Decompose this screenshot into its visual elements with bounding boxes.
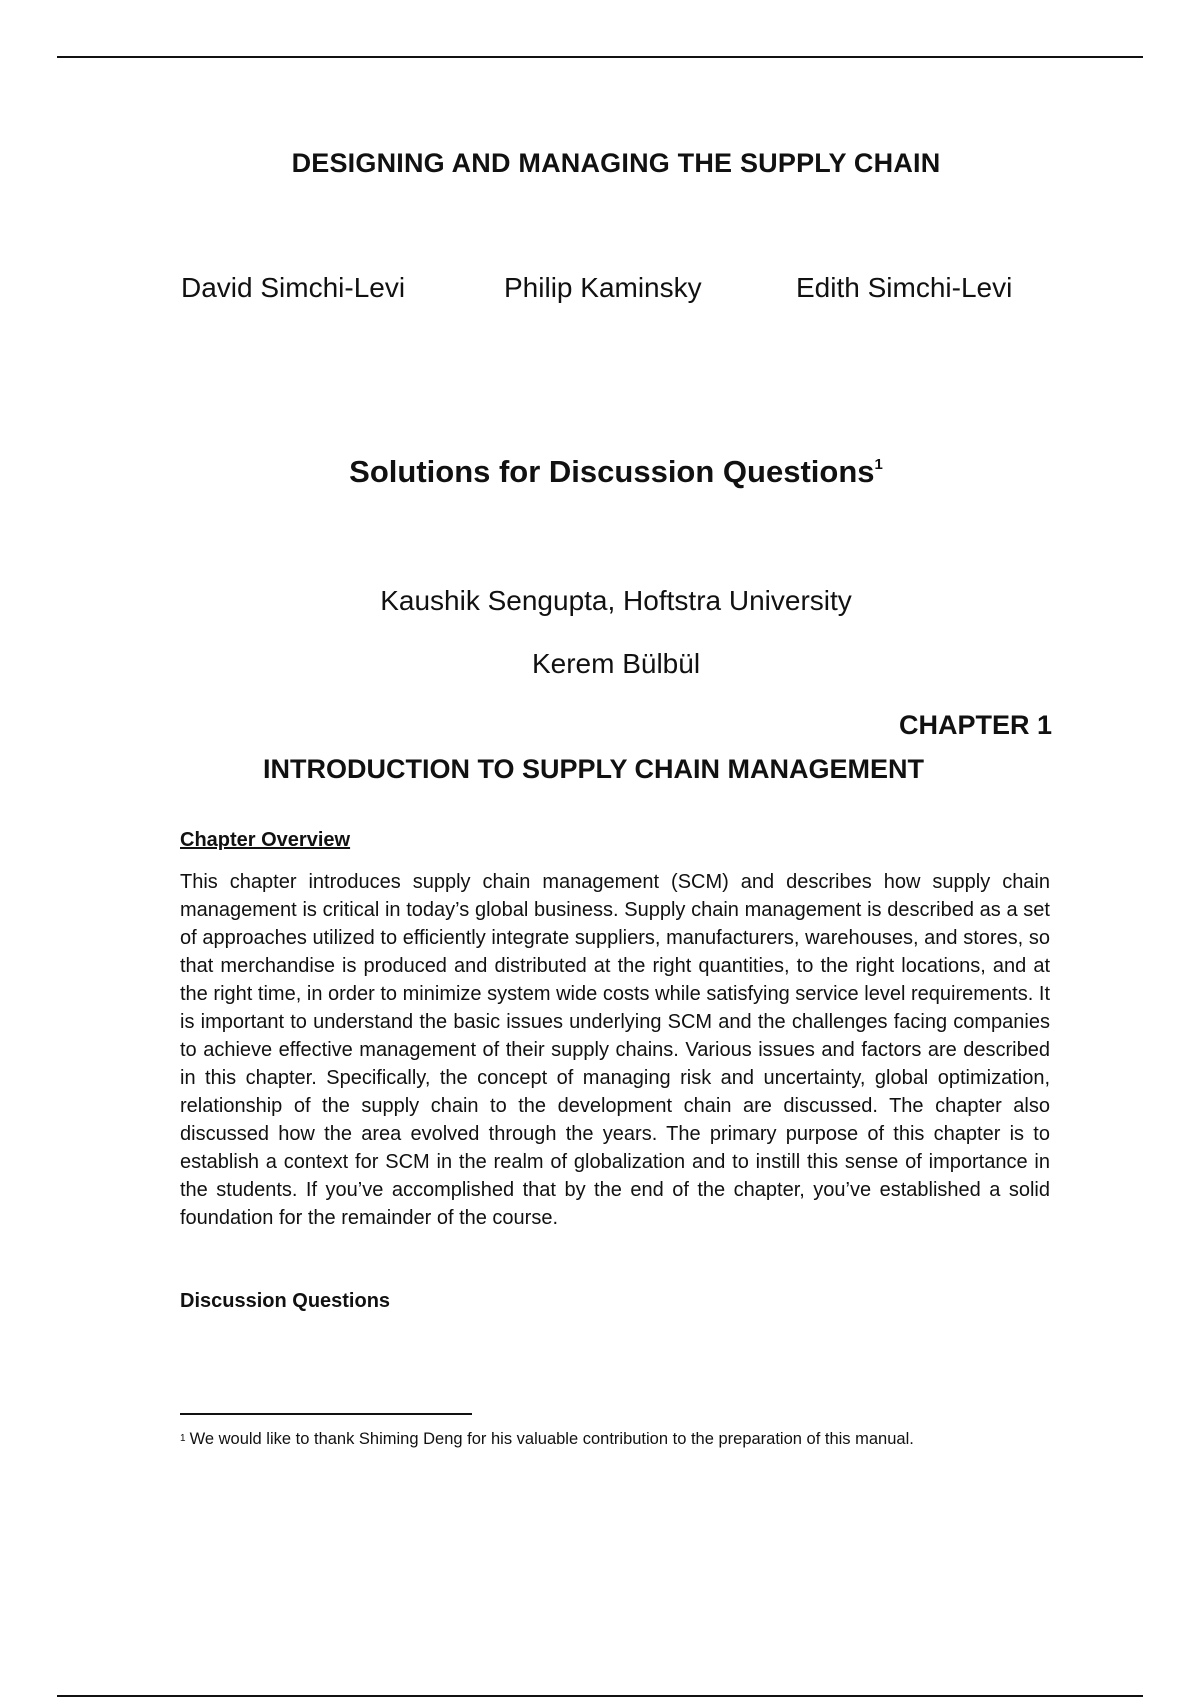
author-philip-kaminsky: Philip Kaminsky (504, 272, 702, 303)
contributor-kaushik-sengupta: Kaushik Sengupta, Hoftstra University (380, 585, 852, 616)
contributor-kerem-bulbul: Kerem Bülbül (531, 648, 701, 679)
footnote-separator (180, 1413, 472, 1415)
bottom-rule (57, 1695, 1143, 1697)
book-title: DESIGNING AND MANAGING THE SUPPLY CHAIN (291, 148, 941, 178)
chapter-label: CHAPTER 1 (898, 710, 1052, 740)
footnote-text: We would like to thank Shiming Deng for his valuable contribution to the preparation of this manual. (189, 1430, 914, 1448)
chapter-overview-paragraph: This chapter introduces supply chain management (SCM) and describes how supply chain management is critical in today’s global business. Supply chain management is described as a set of approaches utilized to efficiently integrate suppliers, manufacturers, warehouses, and stores, so that merchandise is produced and distributed at the right quantities, to the right locations, and at the right time, in order to minimize system wide costs while satisfying service level requirements. It is important to understand the basic issues underlying SCM and the challenges facing companies to achieve effective management of their supply chains. Various issues and factors are described in this chapter. Specifically, the concept of managing risk and uncertainty, global optimization, relationship of the supply chain to the development chain are discussed. The chapter also discussed how the area evolved through the years. The primary purpose of this chapter is to establish a context for SCM in the realm of globalization and to instill this sense of importance in the students. If you’ve accomplished that by the end of the chapter, you’ve established a solid foundation for the remainder of the course. (180, 871, 1050, 1229)
footnote (180, 1430, 914, 1449)
top-rule (57, 56, 1143, 58)
discussion-questions-heading: Discussion Questions (180, 1290, 391, 1312)
footnote-reference[interactable]: 1 (874, 456, 883, 473)
solutions-title-text: Solutions for Discussion Questions (349, 454, 875, 489)
author-edith-simchi-levi: Edith Simchi-Levi (796, 272, 1013, 303)
author-david-simchi-levi: David Simchi-Levi (181, 272, 406, 303)
footnote-number: 1 (180, 1433, 186, 1444)
solutions-title (0, 454, 1200, 490)
chapter-overview-heading: Chapter Overview (180, 829, 351, 851)
chapter-title: INTRODUCTION TO SUPPLY CHAIN MANAGEMENT (263, 754, 925, 784)
